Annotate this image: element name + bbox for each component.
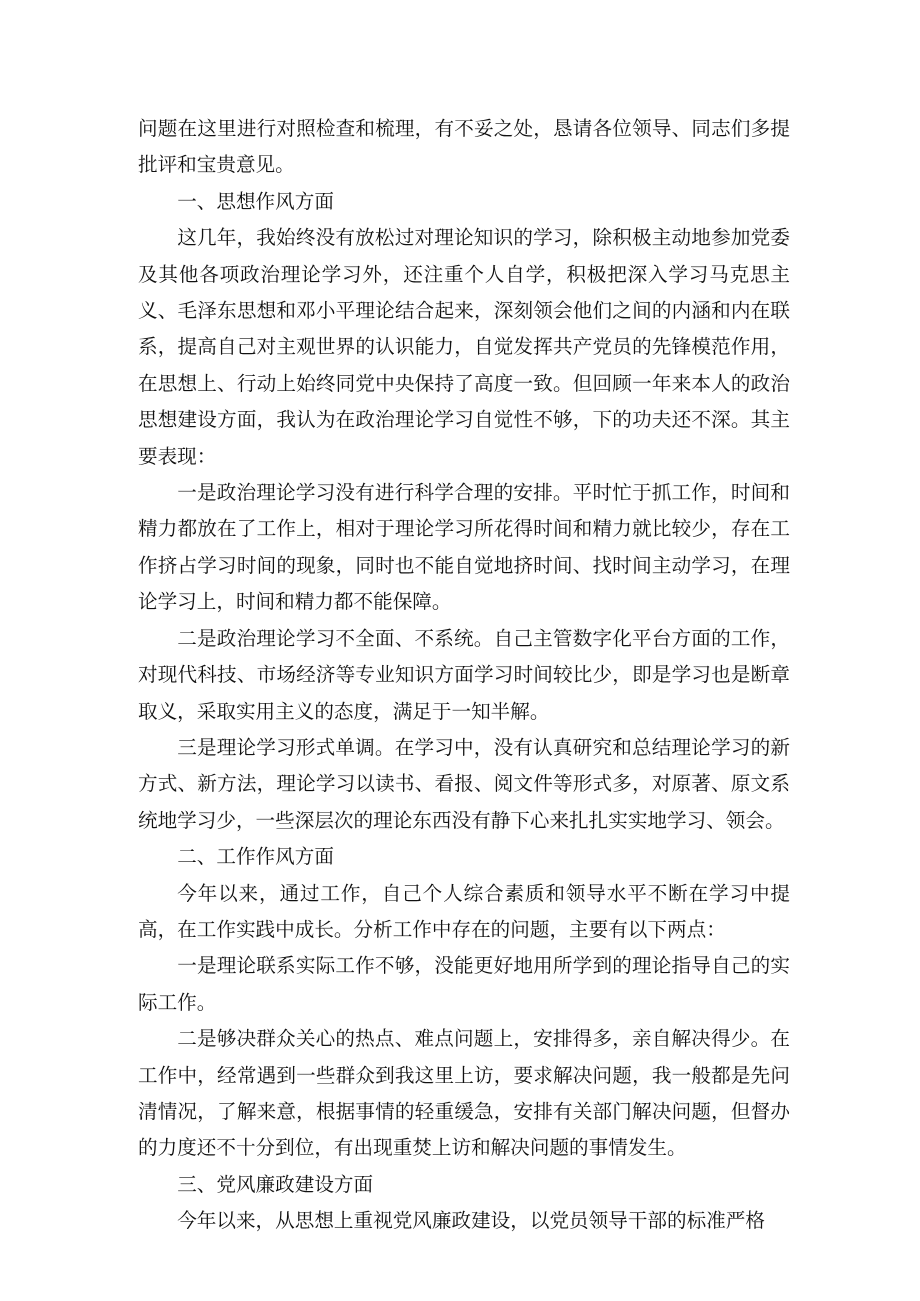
paragraph-ideology-point-1: 一是政治理论学习没有进行科学合理的安排。平时忙于抓工作，时间和精力都放在了工作上，相对于理论学习所花得时间和精力就比较少，存在工作挤占学习时间的现象，同时也不能自觉地挤时间、找时间主动学习，在理论学习上，时间和精力都不能保障。	[138, 481, 790, 614]
paragraph-integrity-intro: 今年以来，从思想上重视党风廉政建设，以党员领导干部的标准严格	[177, 1209, 765, 1233]
paragraph-work-point-1: 一是理论联系实际工作不够，没能更好地用所学到的理论指导自己的实际工作。	[138, 954, 790, 1014]
paragraph-work-point-2: 二是够决群众关心的热点、难点问题上，安排得多，亲自解决得少。在工作中，经常遇到一些群众到我这里上访，要求解决问题，我一般都是先问清情况，了解来意，根据事情的轻重缓急，安排有关部门解决问题，但督办的力度还不十分到位，有出现重焚上访和解决问题的事情发生。	[138, 1027, 790, 1160]
paragraph-ideology-point-2: 二是政治理论学习不全面、不系统。自己主管数字化平台方面的工作，对现代科技、市场经济等专业知识方面学习时间较比少，即是学习也是断章取义，采取实用主义的态度，满足于一知半解。	[138, 626, 790, 723]
paragraph-work-intro: 今年以来，通过工作，自己个人综合素质和领导水平不断在学习中提高，在工作实践中成长。分析工作中存在的问题，主要有以下两点：	[138, 881, 790, 941]
paragraph-ideology-point-3: 三是理论学习形式单调。在学习中，没有认真研究和总结理论学习的新方式、新方法，理论学习以读书、看报、阅文件等形式多，对原著、原文系统地学习少，一些深层次的理论东西没有静下心来扎扎实实地学习、领会。	[138, 735, 790, 832]
section-heading-integrity: 三、党风廉政建设方面	[177, 1172, 374, 1196]
document-body	[138, 111, 790, 1240]
paragraph-ideology-intro: 这几年，我始终没有放松过对理论知识的学习，除积极主动地参加党委及其他各项政治理论学习外，还注重个人自学，积极把深入学习马克思主义、毛泽东思想和邓小平理论结合起来，深刻领会他们之间的内涵和内在联系，提高自己对主观世界的认识能力，自觉发挥共产党员的先锋模范作用，在思想上、行动上始终同党中央保持了高度一致。但回顾一年来本人的政治思想建设方面，我认为在政治理论学习自觉性不够，下的功夫还不深。其主要表现：	[138, 226, 790, 468]
section-heading-work-style: 二、工作作风方面	[177, 845, 334, 869]
section-heading-ideology: 一、思想作风方面	[177, 189, 334, 213]
paragraph-opening: 问题在这里进行对照检查和梳理，有不妥之处，恳请各位领导、同志们多提批评和宝贵意见。	[138, 117, 790, 177]
